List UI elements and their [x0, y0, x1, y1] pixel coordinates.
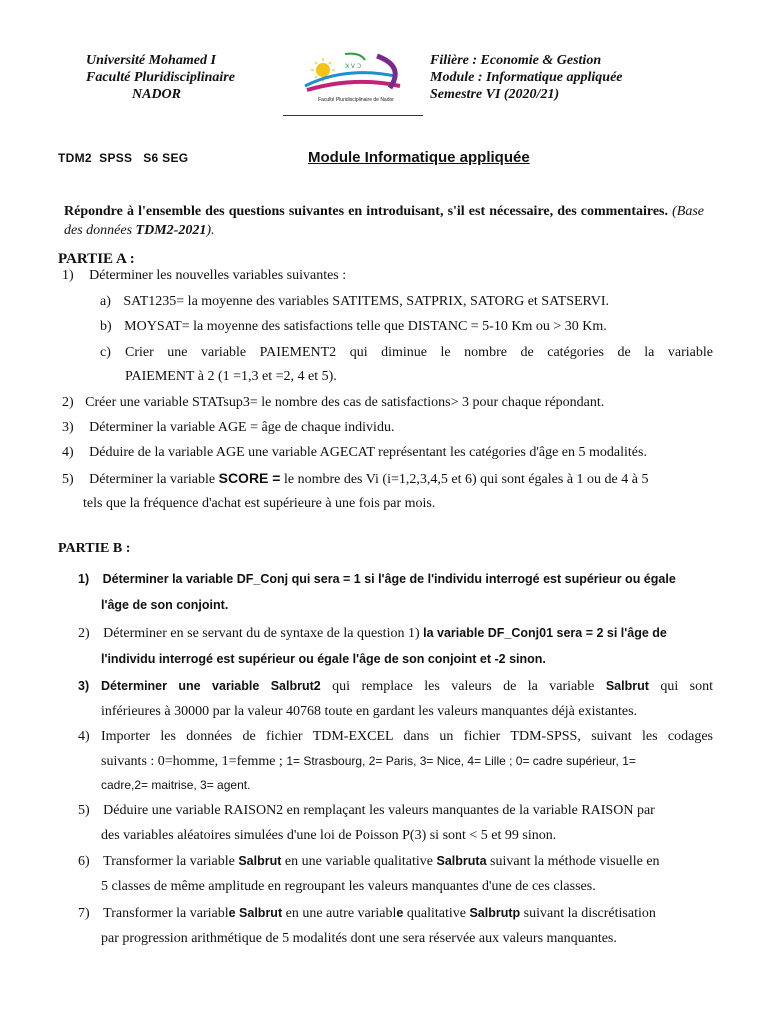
- item-text: en une autre variabl: [282, 906, 397, 921]
- item-text: Déduire une variable RAISON2 en remplaçant les valeurs manquantes de la variable RAISON par: [103, 803, 655, 818]
- list-item: [62, 394, 604, 412]
- item-text: suivant la méthode visuelle en: [486, 854, 660, 869]
- item-text: par progression arithmétique de 5 modalités dont une sera réservée aux valeurs manquantes.: [101, 931, 617, 946]
- list-item: [100, 318, 607, 336]
- list-item: [62, 419, 394, 437]
- list-item: [78, 677, 89, 696]
- ref-suffix: ).: [206, 223, 215, 238]
- faculty-name: Faculté Pluridisciplinaire: [86, 70, 235, 85]
- ref-prefix: (Base des données: [64, 204, 705, 238]
- list-item: [78, 624, 667, 643]
- logo-caption: Faculté Pluridisciplinaire de Nador: [318, 97, 394, 103]
- item-text: en une variable qualitative: [281, 854, 437, 869]
- item-keyword: Salbrut: [238, 854, 282, 868]
- item-text: la variable: [423, 626, 488, 640]
- item-text: qui sont: [648, 679, 713, 694]
- item-text: Déterminer en se servant du de syntaxe de la question 1): [103, 626, 424, 641]
- item-keyword: Salbrut: [605, 679, 649, 693]
- item-text: Importer les données de fichier TDM-EXCEL dans un fichier TDM-SPSS, suivant les codages: [101, 729, 713, 744]
- item-text: Déterminer la variable: [102, 572, 237, 586]
- item-text: [101, 677, 713, 696]
- item-text: Déduire de la variable AGE une variable AGECAT représentant les catégories d'âge en 5 modalités.: [89, 445, 647, 460]
- item-text: qualitative: [403, 906, 470, 921]
- item-number: 7): [78, 906, 90, 921]
- item-text: Déterminer les nouvelles variables suivantes :: [89, 268, 347, 283]
- item-keyword: Salbruta: [436, 854, 487, 868]
- item-text: tels que la fréquence d'achat est supérieure à une fois par mois.: [83, 496, 436, 511]
- item-number: c): [100, 345, 111, 360]
- list-item: [62, 444, 647, 462]
- item-keyword: DF_Conj01: [487, 626, 554, 640]
- item-text: suivant la discrétisation: [520, 906, 656, 921]
- item-number: 4): [62, 445, 74, 460]
- item-text: Transformer la variabl: [103, 906, 229, 921]
- item-keyword: Salbrut2: [270, 679, 321, 693]
- item-number: 3): [78, 679, 90, 693]
- item-number: 2): [78, 626, 90, 641]
- item-text: cadre,2= maitrise, 3= agent.: [101, 778, 251, 792]
- ref-database: TDM2-2021: [135, 223, 207, 238]
- list-item: [78, 852, 660, 871]
- item-number: 1): [78, 572, 90, 586]
- list-item: [78, 570, 676, 588]
- item-text: MOYSAT= la moyenne des satisfactions telle que DISTANC = 5-10 Km ou > 30 Km.: [124, 319, 607, 334]
- item-text: SAT1235= la moyenne des variables SATITEMS, SATPRIX, SATORG et SATSERVI.: [123, 294, 610, 309]
- filiere-line: Filière : Economie & Gestion: [430, 53, 602, 68]
- item-keyword: e Salbrut: [228, 906, 283, 920]
- instructions: [64, 202, 704, 240]
- item-text: inférieures à 30000 par la valeur 40768 toute en gardant les valeurs manquantes déjà existantes.: [101, 704, 638, 719]
- city-name: NADOR: [132, 87, 182, 102]
- university-name: Université Mohamed I: [86, 53, 216, 68]
- item-text: Déterminer une variable: [101, 679, 271, 693]
- instructions-text: Répondre à l'ensemble des questions suivantes en introduisant, s'il est nécessaire, des commentaires.: [64, 204, 669, 219]
- university-header: [86, 52, 235, 103]
- list-item: [100, 344, 111, 362]
- tdm-code: TDM2 SPSS S6 SEG: [58, 151, 189, 165]
- logo-divider: [283, 115, 423, 116]
- item-text: Transformer la variable: [103, 854, 239, 869]
- svg-text:ꓘ ꓦ ꓛ: ꓘ ꓦ ꓛ: [345, 63, 362, 70]
- item-number: 5): [78, 803, 90, 818]
- item-number: 1): [62, 268, 74, 283]
- item-number: 5): [62, 472, 74, 487]
- item-text: 5 classes de même amplitude en regroupant les valeurs manquantes d'une de ces classes.: [101, 879, 596, 894]
- part-a-title: PARTIE A :: [58, 251, 135, 267]
- list-item: [78, 728, 90, 746]
- item-text: e: [396, 906, 404, 920]
- item-number: 3): [62, 420, 74, 435]
- item-number: 4): [78, 729, 90, 744]
- item-number: b): [100, 319, 112, 334]
- item-text: Déterminer la variable AGE = âge de chaque individu.: [89, 420, 395, 435]
- item-text: sera = 2 si l'âge de: [553, 626, 667, 640]
- item-number: 2): [62, 395, 74, 410]
- item-text: des variables aléatoires simulées d'une loi de Poisson P(3) si sont < 5 et 99 sinon.: [101, 828, 557, 843]
- course-header: [430, 52, 623, 103]
- list-item: [78, 802, 655, 820]
- item-text: qui remplace les valeurs de la variable: [320, 679, 606, 694]
- item-text: [101, 752, 636, 771]
- item-text: suivants : 0=homme, 1=femme ;: [101, 754, 287, 769]
- list-item: [62, 469, 648, 489]
- item-text: l'individu interrogé est supérieur ou égale l'âge de son conjoint et -2 sinon.: [101, 652, 546, 666]
- module-line: Module : Informatique appliquée: [430, 70, 623, 85]
- item-text: qui sera = 1 si l'âge de l'individu interrogé est supérieur ou égale: [288, 572, 676, 586]
- item-keyword: SCORE =: [218, 470, 281, 486]
- page-title: Module Informatique appliquée: [308, 149, 530, 166]
- faculty-logo: [285, 46, 423, 118]
- item-text: Créer une variable STATsup3= le nombre des cas de satisfactions> 3 pour chaque répondant.: [85, 395, 605, 410]
- item-keyword: Salbrutp: [469, 906, 521, 920]
- item-text: le nombre des Vi (i=1,2,3,4,5 et 6) qui sont égales à 1 ou de 4 à 5: [280, 472, 649, 487]
- item-text: Crier une variable PAIEMENT2 qui diminue le nombre de catégories de la variable: [125, 345, 713, 360]
- item-text: l'âge de son conjoint.: [101, 598, 229, 612]
- item-number: 6): [78, 854, 90, 869]
- item-keyword: DF_Conj: [236, 572, 289, 586]
- part-b-title: PARTIE B :: [58, 541, 131, 556]
- semester-line: Semestre VI (2020/21): [430, 87, 560, 102]
- list-item: [62, 267, 346, 285]
- item-number: a): [100, 294, 111, 309]
- item-text: Déterminer la variable: [89, 472, 219, 487]
- list-item: [78, 904, 656, 923]
- list-item: [100, 293, 609, 311]
- item-text: 1= Strasbourg, 2= Paris, 3= Nice, 4= Lille ; 0= cadre supérieur, 1=: [286, 754, 636, 768]
- item-text: PAIEMENT à 2 (1 =1,3 et =2, 4 et 5).: [125, 369, 337, 384]
